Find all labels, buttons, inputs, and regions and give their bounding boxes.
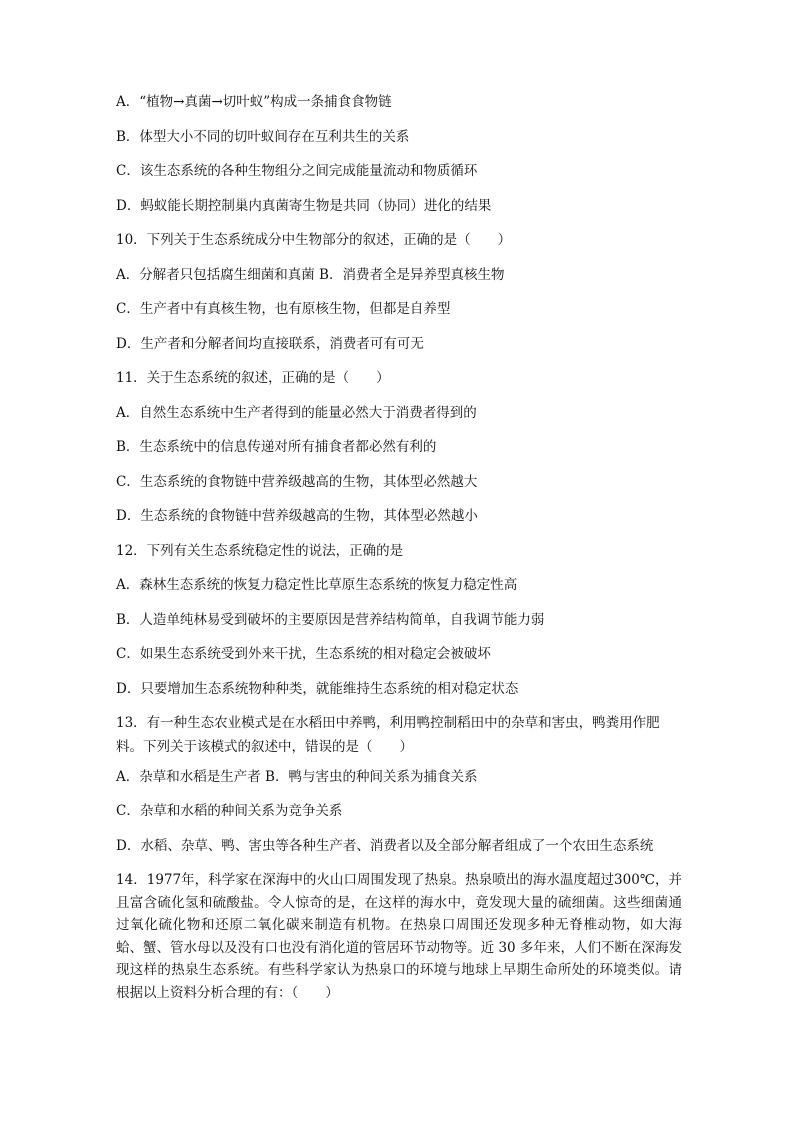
q12-stem: 12．下列有关生态系统稳定性的说法，正确的是 (116, 543, 404, 559)
q13-option-c: C．杂草和水稻的种间关系为竞争关系 (116, 803, 343, 819)
q10-option-c: C．生产者中有真核生物，也有原核生物，但都是自养型 (116, 301, 451, 317)
q11-option-c: C．生态系统的食物链中营养级越高的生物，其体型必然越大 (116, 474, 478, 490)
q10-option-ab: A．分解者只包括腐生细菌和真菌 B．消费者全是异养型真核生物 (116, 267, 505, 283)
q9-option-a: A．“植物→真菌→切叶蚁”构成一条捕食食物链 (116, 94, 392, 110)
q12-option-a: A．森林生态系统的恢复力稳定性比草原生态系统的恢复力稳定性高 (116, 577, 518, 593)
q11-stem: 11．关于生态系统的叙述，正确的是（ ） (116, 370, 390, 386)
q13-stem-line1: 13．有一种生态农业模式是在水稻田中养鸭，利用鸭控制稻田中的杂草和害虫，鸭粪用作肥 (116, 715, 660, 731)
q12-option-c: C．如果生态系统受到外来干扰，生态系统的相对稳定会被破坏 (116, 646, 491, 662)
q14-stem: 14．1977年，科学家在深海中的火山口周围发现了热泉。热泉喷出的海水温度超过300℃，并且富含硫化氢和硫酸盐。令人惊奇的是，在这样的海水中，竟发现大量的硫细菌。这些细菌通过氧化硫化物和还原二氧化碳来制造有机物。在热泉口周围还发现多种无脊椎动物，如大海蛤、蟹、管水母以及没有口也没有消化道的管居环节动物等。近 30 多年来，人们不断在深海发现这样的热泉生态系统。有些科学家认为热泉口的环境与地球上早期生命所处的环境类似。请根据以上资料分析合理的有：（ ） (116, 872, 682, 1001)
q9-option-d: D．蚂蚁能长期控制巢内真菌寄生物是共同（协同）进化的结果 (116, 198, 492, 214)
q9-option-c: C．该生态系统的各种生物组分之间完成能量流动和物质循环 (116, 163, 478, 179)
q13-option-d: D．水稻、杂草、鸭、害虫等各种生产者、消费者以及全部分解者组成了一个农田生态系统 (116, 838, 654, 854)
q12-option-d: D．只要增加生态系统物种种类，就能维持生态系统的相对稳定状态 (116, 681, 519, 697)
q11-option-b: B．生态系统中的信息传递对所有捕食者都必然有利的 (116, 439, 437, 455)
q9-option-b: B．体型大小不同的切叶蚁间存在互利共生的关系 (116, 129, 410, 145)
q11-option-d: D．生态系统的食物链中营养级越高的生物，其体型必然越小 (116, 508, 478, 524)
q12-option-b: B．人造单纯林易受到破坏的主要原因是营养结构简单，自我调节能力弱 (116, 612, 545, 628)
q10-stem: 10．下列关于生态系统成分中生物部分的叙述，正确的是（ ） (116, 232, 512, 248)
q13-option-ab: A．杂草和水稻是生产者 B．鸭与害虫的种间关系为捕食关系 (116, 769, 478, 785)
q10-option-d: D．生产者和分解者间均直接联系，消费者可有可无 (116, 336, 424, 352)
q13-stem-line2: 料。下列关于该模式的叙述中，错误的是（ ） (116, 739, 413, 755)
q11-option-a: A．自然生态系统中生产者得到的能量必然大于消费者得到的 (116, 405, 477, 421)
